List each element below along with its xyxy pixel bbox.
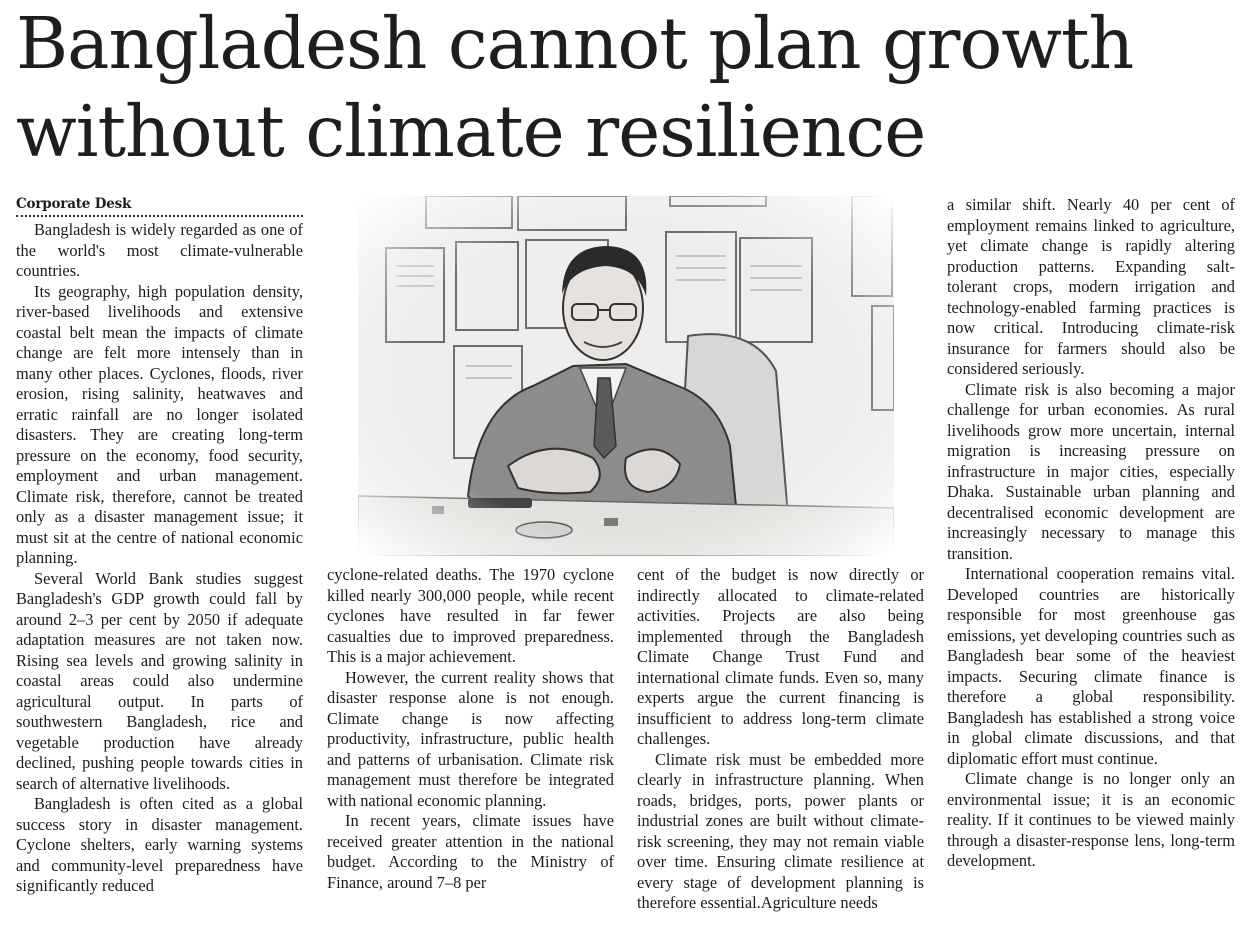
paragraph: Several World Bank studies suggest Bangladesh's GDP growth could fall by around 2–3 per cent by 2050 if adequate adaptation measures are not taken now. Rising sea levels and growing salinity in coastal areas could also undermine agricultural output. In parts of southwestern Bangladesh, rice and vegetable production have already declined, pushing people towards cities in search of alternative livelihoods. [16, 568, 303, 793]
paragraph: In recent years, climate issues have received greater attention in the national budget. According to the Ministry of Finance, around 7–8 per [327, 811, 614, 892]
paragraph: Bangladesh is widely regarded as one of the world's most climate-vulnerable countries. [16, 220, 303, 280]
paragraph-continued: cyclone-related deaths. The 1970 cyclone killed nearly 300,000 people, while recent cyclones have resulted in far fewer casualties due to improved preparedness. This is a major achievement. [327, 565, 614, 666]
byline: Corporate Desk [16, 195, 303, 217]
article-column-1 [16, 220, 303, 897]
article-column-2 [327, 565, 614, 893]
article-column-4 [947, 195, 1235, 872]
headline [16, 0, 1231, 176]
paragraph-continued: cent of the budget is now directly or indirectly allocated to climate-related activities. Projects are also being implemented through the Bangladesh Climate Change Trust Fund and international climate funds. Even so, many experts argue the current financing is insufficient to address long-term climate challenges. [637, 565, 924, 748]
paragraph: International cooperation remains vital. Developed countries are historically responsible for most greenhouse gas emissions, yet developing countries such as Bangladesh bear some of the heaviest impacts. Securing climate finance is therefore a global responsibility. Bangladesh has established a strong voice in global climate discussions, and that diplomatic effort must continue. [947, 564, 1235, 768]
article-column-3 [637, 565, 924, 914]
paragraph: Climate change is no longer only an environmental issue; it is an economic reality. If it continues to be viewed mainly through a disaster-response lens, long-term development. [947, 769, 1235, 870]
paragraph: Climate risk is also becoming a major challenge for urban economies. As rural livelihoods grow more uncertain, internal migration is increasing pressure on infrastructure in major cities, especially Dhaka. Sustainable urban planning and decentralised economic development are increasingly necessary to manage this transition. [947, 379, 1235, 563]
headline-line-2: without climate resilience [16, 90, 926, 173]
article-photo [358, 196, 894, 556]
headline-line-1: Bangladesh cannot plan growth [16, 2, 1134, 85]
paragraph: Climate risk must be embedded more clearly in infrastructure planning. When roads, bridges, ports, power plants or industrial zones are built without climate-risk screening, they may not remain viable over time. Ensuring climate resilience at every stage of development planning is therefore essential.Agriculture needs [637, 749, 924, 912]
paragraph-continued: a similar shift. Nearly 40 per cent of employment remains linked to agriculture, yet climate change is rapidly altering production patterns. Expanding salt-tolerant crops, modern irrigation and technology-enabled farming practices is now critical. Introducing climate-risk insurance for farmers should also be considered seriously. [947, 195, 1235, 378]
paragraph: Its geography, high population density, river-based livelihoods and extensive coastal belt mean the impacts of climate change are felt more intensely than in many other places. Cyclones, floods, river erosion, rising salinity, heatwaves and erratic rainfall are no longer isolated disasters. They are creating long-term pressure on the economy, food security, employment and urban management. Climate risk, therefore, cannot be treated only as a disaster management issue; it must sit at the centre of national economic planning. [16, 281, 303, 567]
paragraph: However, the current reality shows that disaster response alone is not enough. Climate change is now affecting productivity, infrastructure, public health and patterns of urbanisation. Climate risk management must therefore be integrated with national economic planning. [327, 667, 614, 810]
portrait-sketch-icon [358, 196, 894, 556]
paragraph: Bangladesh is often cited as a global success story in disaster management. Cyclone shelters, early warning systems and community-level preparedness have significantly reduced [16, 794, 303, 895]
